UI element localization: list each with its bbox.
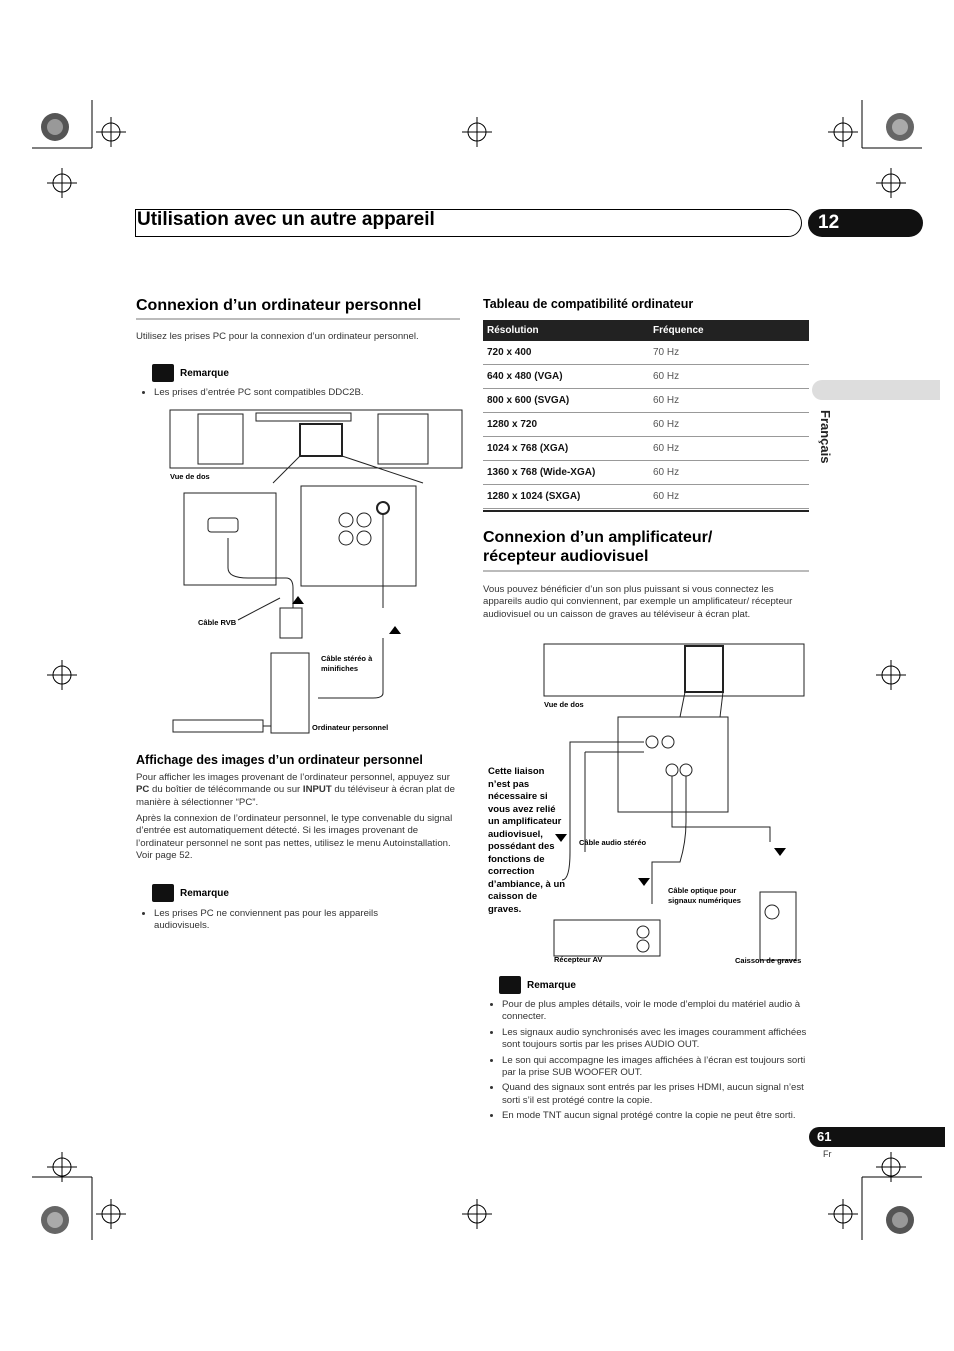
pc-button-ref: PC (136, 784, 150, 796)
subsection-title-display: Affichage des images d’un ordinateur personnel (136, 753, 423, 767)
pencil-note-icon (152, 364, 174, 382)
note-heading (152, 884, 229, 902)
table-bottom-rule (483, 510, 809, 512)
page-header-title: Utilisation avec un autre appareil (137, 209, 435, 230)
note-heading (152, 364, 229, 382)
optical-cable-label: Câble optique pour signaux numériques (668, 886, 741, 905)
list-item: • En mode TNT aucun signal protégé contre la copie ne peut être sorti. (502, 1110, 820, 1122)
rear-view-label: Vue de dos (544, 700, 584, 709)
side-note: Cette liaison n’est pas nécessaire si vous avez relié un amplificateur audiovisuel, possédant des fonctions de correction d’ambiance, à un caisson de graves. (488, 766, 566, 915)
column-header: Résolution (483, 320, 649, 341)
table-cell: 60 Hz (649, 389, 809, 413)
table-title: Tableau de compatibilité ordinateur (483, 297, 694, 311)
chapter-number: 12 (808, 209, 923, 237)
section-title-amp (483, 528, 712, 566)
rear-view-label: Vue de dos (170, 472, 210, 481)
note-heading-label: Remarque (527, 979, 576, 991)
table-cell: 60 Hz (649, 365, 809, 389)
section-title-pc: Connexion d’un ordinateur personnel (136, 297, 422, 314)
section-underline (483, 570, 809, 572)
list-item: • Quand des signaux sont entrés par les prises HDMI, aucun signal n’est sorti s’il est protégé contre la copie. (502, 1082, 820, 1107)
receiver-label: Récepteur AV (554, 955, 603, 964)
table-row (483, 461, 809, 485)
language-tab (812, 380, 940, 400)
amp-intro: Vous pouvez bénéficier d’un son plus puissant si vous connectez les appareils audio qui conviennent, par exemple un amplificateur/ récepteur audiovisuel ou un caisson de graves au téléviseur à écran plat. (483, 584, 793, 620)
table-row (483, 365, 809, 389)
language-label: Français (818, 410, 833, 464)
note-list (140, 387, 464, 402)
table-cell: 60 Hz (649, 413, 809, 437)
list-item: • Le son qui accompagne les images affichées à l’écran est toujours sorti par la prise SUB WOOFER OUT. (502, 1055, 820, 1080)
display-paragraph-1 (136, 772, 461, 809)
stereo-cable-label: Câble stéréo à minifiches (321, 654, 373, 673)
table-cell: 1024 x 768 (XGA) (483, 437, 649, 461)
list-item: • Pour de plus amples détails, voir le mode d’emploi du matériel audio à connecter. (502, 999, 820, 1024)
pencil-note-icon (152, 884, 174, 902)
note-list (488, 999, 820, 1126)
note-heading-label: Remarque (180, 887, 229, 899)
section-title-line: récepteur audiovisuel (483, 548, 649, 565)
column-header: Fréquence (649, 320, 809, 341)
table-row (483, 413, 809, 437)
table-row (483, 389, 809, 413)
list-item: • Les prises PC ne conviennent pas pour les appareils audiovisuels. (154, 908, 434, 933)
amp-connection-diagram (540, 642, 810, 962)
page-language: Fr (823, 1149, 832, 1159)
stereo-audio-cable-label: Câble audio stéréo (579, 838, 647, 847)
text-run: du boîtier de télécommande ou sur (149, 784, 303, 796)
section-underline (136, 318, 460, 320)
table-cell: 640 x 480 (VGA) (483, 365, 649, 389)
section-title-line: Connexion d’un amplificateur/ (483, 529, 713, 546)
display-paragraph-2: Après la connexion de l’ordinateur personnel, le type convenable du signal d’entrée est automatiquement détecté. Si les images provenant de l’ordinateur personnel ne sont pas nettes, utilisez le menu Autoinstallation. Voir page 52. (136, 813, 453, 862)
note-list (140, 908, 434, 936)
pc-label: Ordinateur personnel (312, 723, 389, 732)
pencil-note-icon (499, 976, 521, 994)
pc-connection-diagram (168, 408, 468, 738)
subwoofer-label: Caisson de graves (735, 956, 802, 965)
table-cell: 60 Hz (649, 437, 809, 461)
table-cell: 60 Hz (649, 461, 809, 485)
table-row (483, 437, 809, 461)
table-cell: 1280 x 720 (483, 413, 649, 437)
table-header-row (483, 320, 809, 341)
pc-intro: Utilisez les prises PC pour la connexion d’un ordinateur personnel. (136, 331, 419, 342)
table-cell: 1360 x 768 (Wide-XGA) (483, 461, 649, 485)
table-cell: 70 Hz (649, 341, 809, 365)
table-row (483, 341, 809, 365)
table-cell: 60 Hz (649, 485, 809, 509)
table-cell: 1280 x 1024 (SXGA) (483, 485, 649, 509)
table-row (483, 485, 809, 509)
table-cell: 800 x 600 (SVGA) (483, 389, 649, 413)
note-heading-label: Remarque (180, 367, 229, 379)
table-cell: 720 x 400 (483, 341, 649, 365)
rgb-cable-label: Câble RVB (198, 618, 237, 627)
list-item: • Les prises d’entrée PC sont compatibles DDC2B. (154, 387, 464, 399)
text-run: du téléviseur à écran plat de manière à sélectionner “PC”. (136, 784, 455, 808)
input-button-ref: INPUT (302, 784, 332, 796)
text-run: Pour afficher les images provenant de l’ordinateur personnel, appuyez sur (136, 772, 450, 783)
list-item: • Les signaux audio synchronisés avec les images couramment affichées sont toujours sortis par les prises AUDIO OUT. (502, 1027, 820, 1052)
page-number: 61 (809, 1127, 945, 1147)
compatibility-table (483, 320, 809, 509)
note-heading (499, 976, 576, 994)
